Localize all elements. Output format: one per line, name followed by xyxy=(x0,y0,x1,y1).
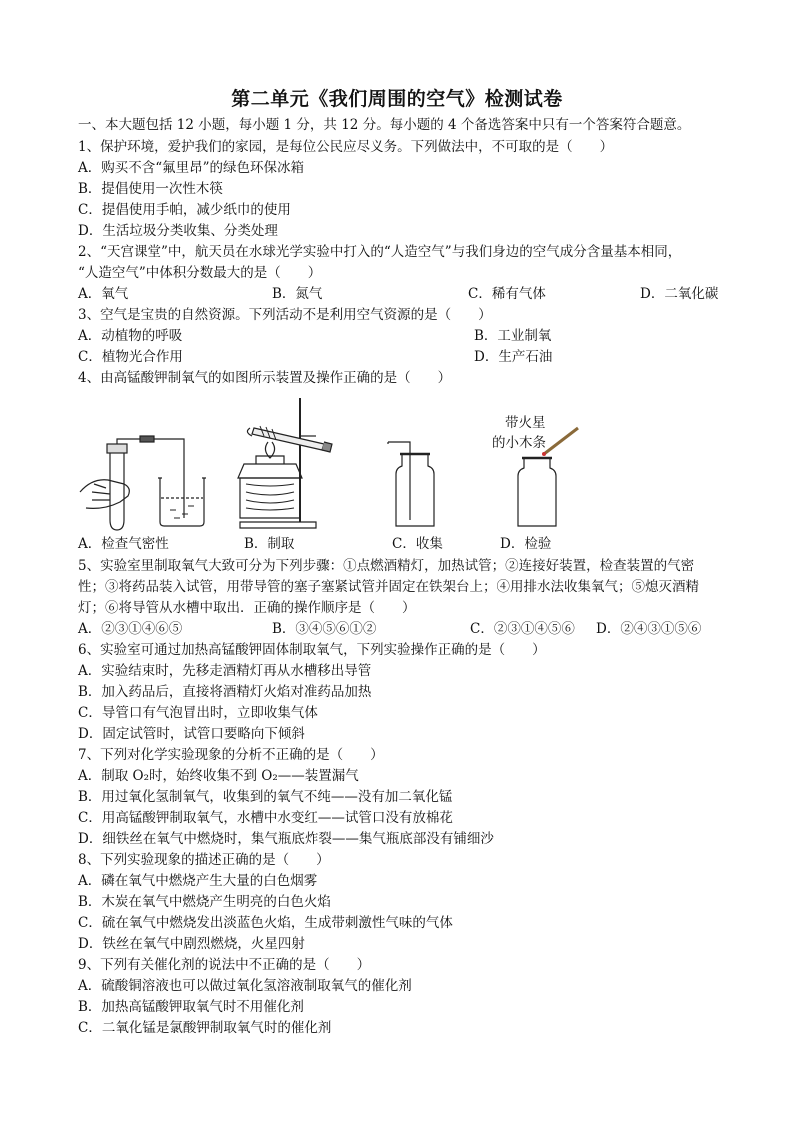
question-7-option-d: D．细铁丝在氧气中燃烧时，集气瓶底炸裂——集气瓶底部没有铺细沙 xyxy=(78,831,494,847)
question-2-option-a: A．氧气 xyxy=(78,286,129,302)
question-8-option-a: A．磷在氧气中燃烧产生大量的白色烟雾 xyxy=(78,873,318,889)
question-4-stem: 4、由高锰酸钾制氧气的如图所示装置及操作正确的是（ ） xyxy=(78,370,452,386)
question-9-stem: 9、下列有关催化剂的说法中不正确的是（ ） xyxy=(78,957,371,973)
question-7-stem: 7、下列对化学实验现象的分析不正确的是（ ） xyxy=(78,747,384,763)
page-title: 第二单元《我们周围的空气》检测试卷 xyxy=(231,88,563,110)
question-6-option-b: B．加入药品后，直接将酒精灯火焰对准药品加热 xyxy=(78,684,372,700)
section-instruction: 一、本大题包括 12 小题，每小题 1 分，共 12 分。每小题的 4 个备选答案中只有一个答案符合题意。 xyxy=(78,117,691,133)
figure-d-label-line2: 的小木条 xyxy=(492,435,546,451)
question-5-option-c: C．②③①④⑤⑥ xyxy=(470,621,575,637)
question-3-stem: 3、空气是宝贵的自然资源。下列活动不是利用空气资源的是（ ） xyxy=(78,307,492,323)
question-4-option-c: C．收集 xyxy=(392,536,443,552)
question-7-option-a: A．制取 O₂时，始终收集不到 O₂——装置漏气 xyxy=(78,768,359,784)
question-5-option-d: D．②④③①⑤⑥ xyxy=(596,621,702,637)
figure-b-heating-setup xyxy=(238,398,332,528)
question-3-option-b: B．工业制氧 xyxy=(474,328,552,344)
question-4-option-d: D．检验 xyxy=(500,536,552,552)
question-6-option-c: C．导管口有气泡冒出时，立即收集气体 xyxy=(78,705,318,721)
question-1-stem: 1、保护环境，爱护我们的家园，是每位公民应尽义务。下列做法中，不可取的是（ ） xyxy=(78,139,614,155)
question-2-stem-line1: 2、“天宫课堂”中，航天员在水球光学实验中打入的“人造空气”与我们身边的空气成分含量基本相同， xyxy=(78,244,682,260)
figure-c-collection-bottle xyxy=(388,442,434,526)
question-3-option-a: A．动植物的呼吸 xyxy=(78,328,183,344)
question-9-option-c: C．二氧化锰是氯酸钾制取氧气时的催化剂 xyxy=(78,1020,332,1036)
question-8-option-b: B．木炭在氧气中燃烧产生明亮的白色火焰 xyxy=(78,894,331,910)
question-6-option-d: D．固定试管时，试管口要略向下倾斜 xyxy=(78,726,305,742)
question-1-option-c: C．提倡使用手帕，减少纸巾的使用 xyxy=(78,202,291,218)
question-5-stem-line2: 性；③将药品装入试管，用带导管的塞子塞紧试管并固定在铁架台上；④用排水法收集氧气；⑤熄灭酒精 xyxy=(78,579,699,595)
question-5-stem-line3: 灯；⑥将导管从水槽中取出．正确的操作顺序是（ ） xyxy=(78,600,416,616)
question-1-option-d: D．生活垃圾分类收集、分类处理 xyxy=(78,223,278,239)
question-2-option-c: C．稀有气体 xyxy=(468,286,546,302)
question-5-option-b: B．③④⑤⑥①② xyxy=(272,621,377,637)
question-7-option-c: C．用高锰酸钾制取氧气，水槽中水变红——试管口没有放棉花 xyxy=(78,810,453,826)
question-3-option-c: C．植物光合作用 xyxy=(78,349,183,365)
figure-d-label-line1: 带火星 xyxy=(505,415,546,431)
figure-a-airtightness-check xyxy=(80,436,206,530)
question-9-option-a: A．硫酸铜溶液也可以做过氧化氢溶液制取氧气的催化剂 xyxy=(78,978,412,994)
question-4-figures xyxy=(0,392,794,534)
question-8-option-d: D．铁丝在氧气中剧烈燃烧，火星四射 xyxy=(78,936,305,952)
question-5-stem-line1: 5、实验室里制取氧气大致可分为下列步骤：①点燃酒精灯，加热试管；②连接好装置，检查装置的气密 xyxy=(78,558,695,574)
question-8-option-c: C．硫在氧气中燃烧发出淡蓝色火焰，生成带刺激性气味的气体 xyxy=(78,915,453,931)
question-2-stem-line2: “人造空气”中体积分数最大的是（ ） xyxy=(78,265,322,281)
question-9-option-b: B．加热高锰酸钾取氧气时不用催化剂 xyxy=(78,999,304,1015)
question-2-option-d: D．二氧化碳 xyxy=(640,286,719,302)
question-3-option-d: D．生产石油 xyxy=(474,349,553,365)
question-4-option-b: B．制取 xyxy=(244,536,295,552)
question-1-option-b: B．提倡使用一次性木筷 xyxy=(78,181,223,197)
question-4-option-a: A．检查气密性 xyxy=(78,536,169,552)
question-6-option-a: A．实验结束时，先移走酒精灯再从水槽移出导管 xyxy=(78,663,372,679)
question-5-option-a: A．②③①④⑥⑤ xyxy=(78,621,183,637)
question-8-stem: 8、下列实验现象的描述正确的是（ ） xyxy=(78,852,330,868)
question-7-option-b: B．用过氧化氢制氧气，收集到的氧气不纯——没有加二氧化锰 xyxy=(78,789,453,805)
question-1-option-a: A．购买不含“氟里昂”的绿色环保冰箱 xyxy=(78,160,305,176)
question-2-option-b: B．氮气 xyxy=(272,286,323,302)
question-6-stem: 6、实验室可通过加热高锰酸钾固体制取氧气，下列实验操作正确的是（ ） xyxy=(78,642,546,658)
